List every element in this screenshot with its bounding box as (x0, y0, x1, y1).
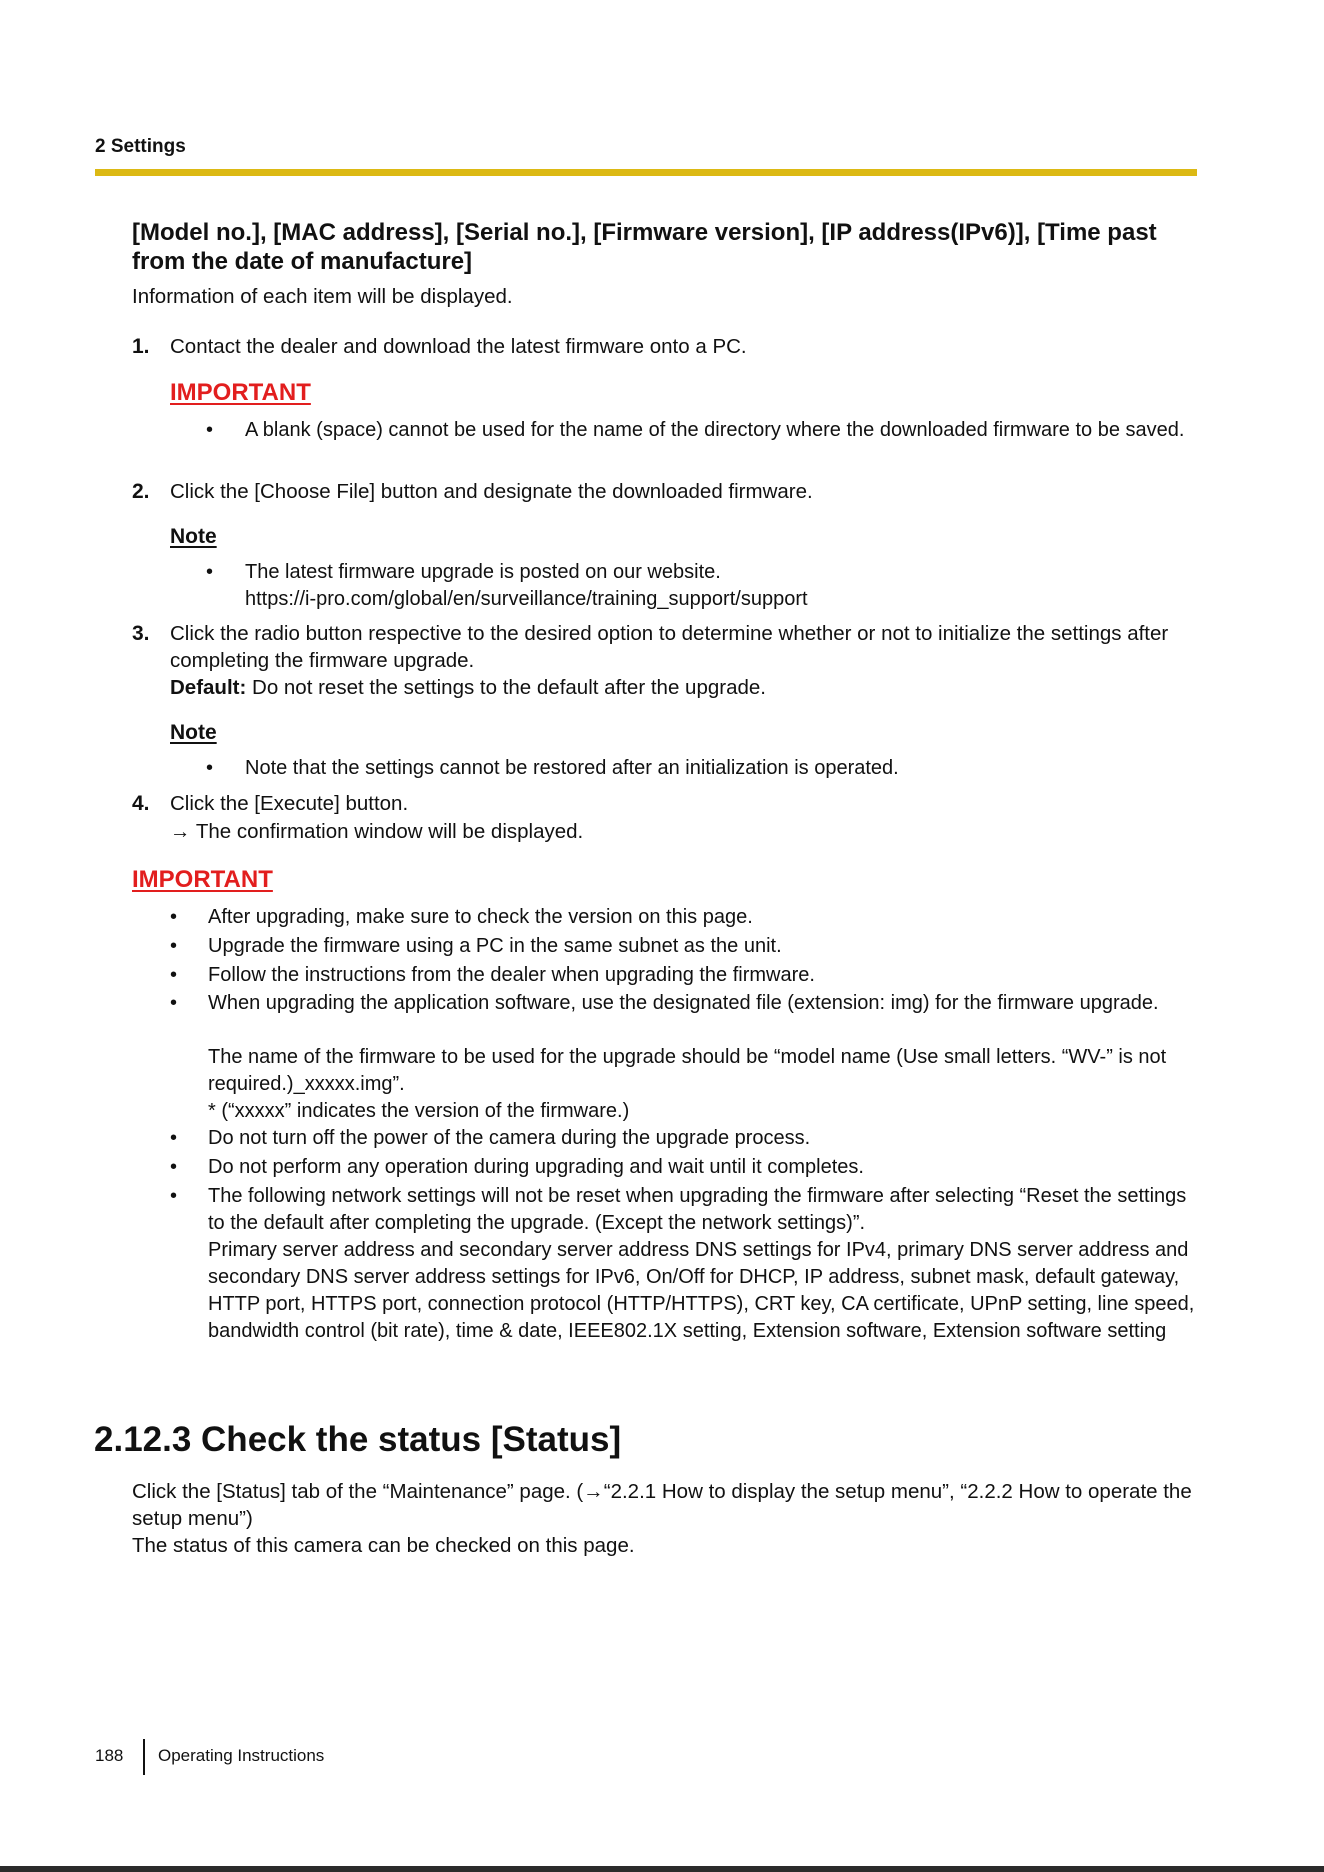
important-label: IMPORTANT (170, 379, 311, 406)
step-number: 4. (132, 792, 150, 815)
note-item: The latest firmware upgrade is posted on our website. (245, 561, 721, 583)
section-paragraph: Click the [Status] tab of the “Maintenance” page. (→“2.2.1 How to display the setup menu”, “2.2.2 How to operate the setup menu”) (132, 1480, 1192, 1530)
note-item: Note that the settings cannot be restored after an initialization is operated. (245, 757, 899, 779)
bullet-icon: • (170, 1127, 178, 1149)
important-item: Do not turn off the power of the camera during the upgrade process. (208, 1127, 811, 1149)
step-number: 3. (132, 622, 150, 645)
step-number: 1. (132, 335, 150, 358)
important-item: When upgrading the application software, use the designated file (extension: img) for the firmware upgrade. (208, 992, 1159, 1014)
bullet-icon: • (170, 935, 178, 957)
bullet-icon: • (206, 561, 214, 583)
important-item-detail: Primary server address and secondary server address DNS settings for IPv4, primary DNS server address and secondary DNS server address settings for IPv6, On/Off for DHCP, IP address, subnet mask, default gateway, HTTP port, HTTPS port, connection protocol (HTTP/HTTPS), CRT key, CA certificate, UPnP setting, line speed, bandwidth control (bit rate), time & date, IEEE802.1X setting, Extension software, Extension software setting (208, 1239, 1195, 1342)
section-title: 2.12.3 Check the status [Status] (94, 1420, 622, 1459)
step-number: 2. (132, 480, 150, 503)
subsection-heading: [Model no.], [MAC address], [Serial no.], [Firmware version], [IP address(IPv6)], [Time past from the date of manufacture] (132, 219, 1157, 275)
important-label: IMPORTANT (132, 866, 273, 893)
step-text: Click the [Choose File] button and designate the downloaded firmware. (170, 480, 813, 503)
important-item: After upgrading, make sure to check the version on this page. (208, 906, 753, 928)
footer-label: Operating Instructions (158, 1746, 325, 1765)
section-paragraph: The status of this camera can be checked on this page. (132, 1534, 635, 1557)
bullet-icon: • (170, 992, 178, 1014)
important-item: Follow the instructions from the dealer when upgrading the firmware. (208, 964, 815, 986)
bullet-icon: • (170, 906, 178, 928)
bottom-border (0, 1866, 1324, 1872)
important-item: A blank (space) cannot be used for the name of the directory where the downloaded firmware to be saved. (245, 419, 1185, 441)
step-text: Contact the dealer and download the latest firmware onto a PC. (170, 335, 747, 358)
step-text: Click the [Execute] button. (170, 792, 409, 815)
footer-divider (143, 1739, 145, 1775)
default-text: Do not reset the settings to the default after the upgrade. (246, 676, 766, 699)
support-url[interactable]: https://i-pro.com/global/en/surveillance/training_support/support (245, 588, 808, 610)
important-item-detail: The name of the firmware to be used for the upgrade should be “model name (Use small letters. “WV-” is not required.)_xxxxx.img”. (208, 1046, 1167, 1095)
default-label: Default: (170, 676, 247, 699)
important-item: Upgrade the firmware using a PC in the same subnet as the unit. (208, 935, 782, 957)
default-setting (170, 674, 1200, 701)
important-item: Do not perform any operation during upgrading and wait until it completes. (208, 1156, 864, 1178)
important-item-detail: * (“xxxxx” indicates the version of the firmware.) (208, 1100, 630, 1122)
page-number: 188 (95, 1746, 124, 1765)
bullet-icon: • (170, 964, 178, 986)
note-label: Note (170, 721, 217, 744)
important-item: The following network settings will not be reset when upgrading the firmware after selecting “Reset the settings to the default after completing the upgrade. (Except the network settings)”. (208, 1185, 1187, 1234)
step-result: → The confirmation window will be displayed. (170, 820, 584, 843)
bullet-icon: • (206, 757, 214, 779)
note-label: Note (170, 525, 217, 548)
subsection-intro: Information of each item will be displayed. (132, 285, 513, 308)
step-text: Click the radio button respective to the desired option to determine whether or not to initialize the settings after completing the firmware upgrade. (170, 622, 1169, 672)
bullet-icon: • (206, 419, 214, 441)
running-header: 2 Settings (95, 136, 186, 157)
bullet-icon: • (170, 1156, 178, 1178)
header-rule (95, 169, 1197, 176)
bullet-icon: • (170, 1185, 178, 1207)
